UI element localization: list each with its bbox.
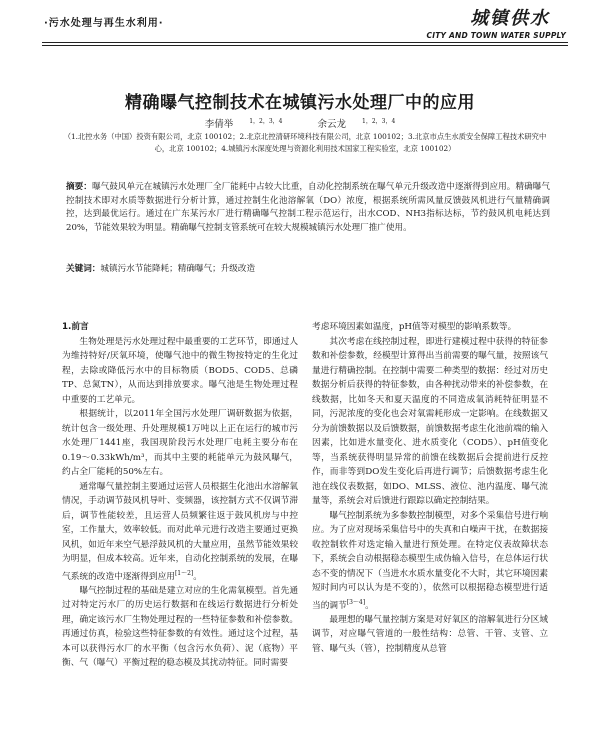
author: 余云龙 $^{1,2,3,4}$	[317, 118, 396, 131]
keywords	[66, 263, 550, 276]
keywords-label: 关键词：	[66, 264, 101, 274]
affiliations: （1.北控水务（中国）投资有限公司，北京 100102；2.北京北控清研环境科技有限公司，北京 100102；3.北京市点生水质安全保障工程技术研究中心，北京 100102；4.城镇污水深度处理与资源化利用技术国家工程实验室，北京 100102）	[63, 132, 547, 153]
author-list	[0, 116, 600, 130]
paragraph: 考虑环境因素如温度，pH值等对模型的影响系数等。	[312, 322, 517, 332]
body-column-left	[62, 320, 298, 671]
paragraph: 曝气控制系统为多参数控制模型，对多个采集信号进行响应。为了应对现场采集信号中的失真和白噪声干扰，在数据接收控制软件对迭定输入量进行预处理。在特定仪表故障状态下，系统会自动根据稳态模型生成伪输入信号，在总体运行状态不变的情况下（当进水水质水量变化不大时，其它环境因素短时间内可以认为是不变的），依然可以根据稳态模型进行适当的调节[3～4]。	[312, 510, 548, 611]
paragraph: 生物处理是污水处理过程中最重要的工艺环节，即通过人为维持特好/厌氧环境，使曝气池中的微生物按特定的生化过程，去除或降低污水中的目标物质（BOD5、COD5、总磷TP、总氮TN），从而达到排放要求。曝气池是生物处理过程中重要的工艺单元。	[62, 336, 298, 405]
author: 李倩举 $^{1,2,3,4}$	[204, 118, 283, 131]
body-column-right	[312, 320, 548, 656]
header-rule-thin	[42, 45, 568, 46]
section-heading: 1.前言	[62, 322, 89, 332]
paragraph: 根据统计，以2011年全国污水处理厂调研数据为依据，统计包含一级处理、升处理规模1万吨以上正在运行的城市污水处理厂1441座，我国现阶段污水处理厂电耗主要分布在0.19～0.33kWh/m³，而其中主要的耗能单元为鼓风曝气，约占全厂能耗的50%左右。	[62, 409, 298, 477]
abstract-text: 曝气鼓风单元在城镇污水处理厂全厂能耗中占较大比重，自动化控制系统在曝气单元升级改造中逐渐得到应用。精确曝气控制技术即对水质等数据进行分析计算，通过控制生化池溶解氧（DO）浓度，根据系统所需风量反馈鼓风机进行气量精确调控，达到最优运行。通过在广东某污水厂进行精确曝气控制工程示范运行，出水COD、NH3指标达标，节约鼓风机电耗达到20%，节能效果较为明显。精确曝气控制支管系统可在较大规模城镇污水处理厂推广使用。	[66, 182, 550, 233]
journal-section-label: ·污水处理与再生水利用·	[44, 18, 164, 29]
abstract-label: 摘要：	[66, 182, 92, 192]
citation: [1～2]	[174, 569, 194, 577]
paragraph: 曝气控制过程的基础是建立对应的生化需氧模型。首先通过对特定污水厂的历史运行数据和在线运行数据进行分析处理，确定该污水厂生物处理过程的一些特征参数和补偿参数。再通过仿真，检验这些特征参数的有效性。通过这个过程，基本可以获得污水厂的水平衡（包含污水负荷）、泥（底物）平衡、气（曝气）平衡过程的稳态模及其扰动特征。同时需要	[62, 585, 298, 669]
journal-logo-cn: 城镇供水	[470, 8, 550, 29]
keywords-text: 城镇污水节能降耗；精确曝气；升级改造	[100, 264, 256, 274]
paragraph: 通常曝气量控制主要通过运营人员根据生化池出水溶解氧情况，手动调节鼓风机导叶、变频器，该控制方式不仅调节滞后，调节性能较差，且运营人员频繁往返于鼓风机房与中控室，工作量大，效率较低。而对此单元进行改造主要通过更换风机，如近年来空气悬浮鼓风机的大量应用，虽然节能效果较为明显，但成本较高。近年来，自动化控制系统的发展，在曝气系统的改造中逐渐得到应用[1～2]。	[62, 481, 298, 582]
journal-logo-en: CITY AND TOWN WATER SUPPLY	[426, 31, 566, 40]
citation: [3～4]	[346, 598, 366, 606]
paper-title: 精确曝气控制技术在城镇污水处理厂中的应用	[125, 93, 475, 113]
header-rule	[42, 42, 568, 43]
abstract	[66, 181, 550, 235]
paragraph: 最理想的曝气量控制方案是对好氧区的溶解氧进行分区域调节，对应曝气管道的一般性结构：总管、干管、支管、立管、曝气头（管），控制精度从总管	[312, 614, 548, 654]
paragraph: 其次考虑在线控制过程，即进行建模过程中获得的特征参数和补偿参数，经模型计算得出当前需要的曝气量，按照该气量进行精确控制。在控制中需要二种类型的数据：经过对历史数据分析后获得的特征参数，由各种扰动带来的补偿参数，在线数据，比如冬天和夏天温度的不同造成氧消耗特征明显不同，污泥浓度的变化也会对氧需耗形成一定影响。在线数据又分为前馈数据以及后馈数据，前馈数据考虑生化池前端的输入因素，比如进水量变化、进水质变化（COD5）、pH值变化等，当系统获得明显异常的前馈在线数据后会提前进行反控作，而非等到DO发生变化后再进行调节；后馈数据考虑生化池在线仪表数据，如DO、MLSS、液位、池内温度、曝气流量等，系统会对后馈进行跟踪以确定控制结果。	[312, 336, 548, 506]
